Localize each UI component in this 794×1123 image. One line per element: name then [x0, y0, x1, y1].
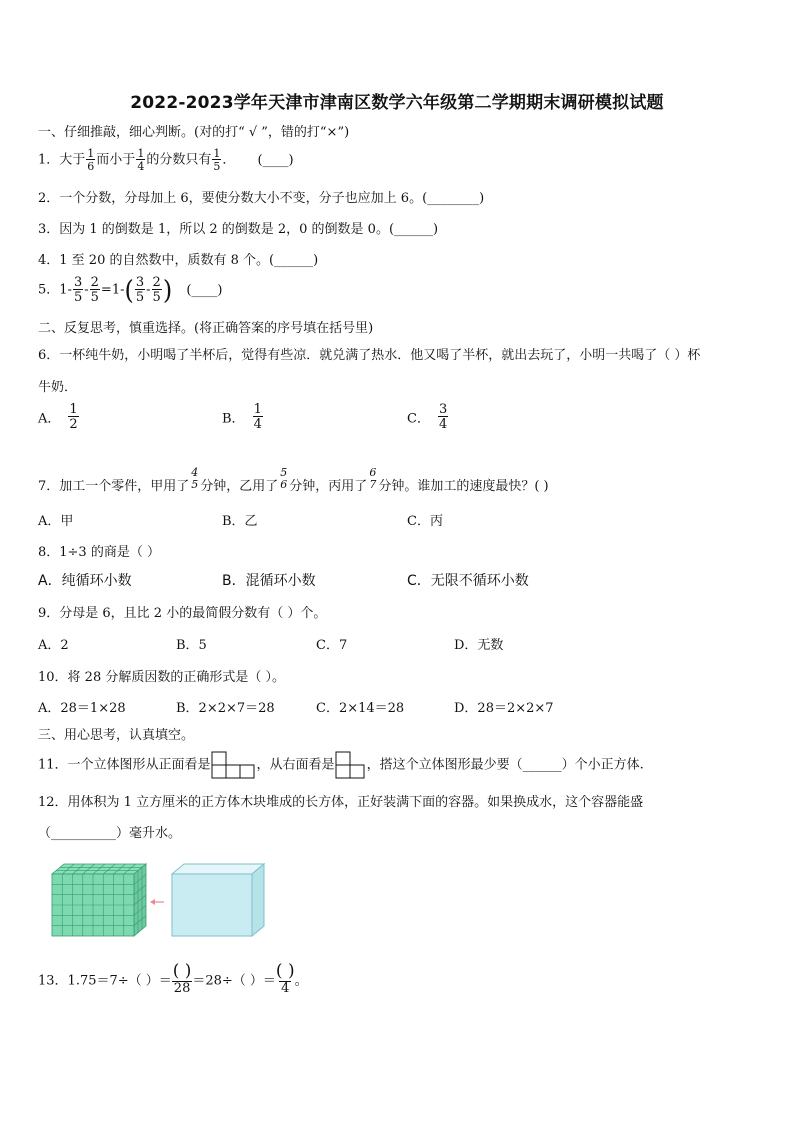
q5-left-paren: ( [124, 274, 134, 306]
question-6-line-2: 牛奶． [38, 380, 78, 395]
q10-option-c[interactable]: C．2×14＝28 [316, 701, 405, 716]
q1-fraction-3: $\frac{1}{5}$ [213, 147, 221, 173]
question-12-line-2: （__________）毫升水。 [38, 826, 182, 841]
q5-fraction-4: $\frac{2}{5}$ [152, 275, 161, 305]
cube-block-icon [52, 864, 146, 936]
q5-fraction-3: $\frac{3}{5}$ [135, 275, 145, 305]
question-13: 13．1.75＝7÷（ ）＝ $\frac{( )}{28}$ ＝28÷（ ）＝ $\frac{( )}{4}$ 。 [38, 961, 308, 996]
q7-option-b[interactable]: B．乙 [222, 514, 258, 529]
cuboid-and-container-figure [48, 860, 268, 940]
q1-fraction-2: $\frac{1}{4}$ [137, 147, 145, 173]
q1-text-d: ． [222, 152, 236, 168]
q1-number: 1． [38, 152, 60, 168]
q1-answer-blank[interactable]: (____) [257, 152, 294, 168]
q1-fraction-1: $\frac{1}{6}$ [87, 147, 95, 173]
q5-right-paren: ) [162, 274, 173, 306]
q5-fraction-2: $\frac{2}{5}$ [90, 275, 99, 305]
q7-fraction-2: 5 6 [280, 466, 288, 491]
question-9: 9．分母是 6，且比 2 小的最简假分数有（ ）个。 [38, 606, 327, 621]
section-1-heading: 一、仔细推敲，细心判断。(对的打“ √ ”，错的打“×”) [38, 125, 350, 140]
q7-fraction-3: 6 7 [369, 466, 377, 491]
q6-option-a[interactable]: A． $\frac{1}{2}$ [38, 402, 78, 432]
q9-option-a[interactable]: A．2 [38, 638, 69, 653]
q5-fraction-1: $\frac{3}{5}$ [73, 275, 83, 305]
right-view-shape [335, 751, 367, 779]
q1-text-a: 大于 [59, 152, 86, 168]
q6-option-c[interactable]: C． $\frac{3}{4}$ [407, 402, 448, 432]
q1-text-b: 而小于 [96, 152, 136, 168]
question-11: 11．一个立体图形从正面看是 ，从右面看是 ，搭这个立体图形最少要（______）个小正方体. [38, 751, 644, 779]
question-5: 5．1- $\frac{3}{5}$ - $\frac{2}{5}$ =1-( $\frac{3}{5}$ - $\frac{2}{5}$ ) (____) [38, 274, 223, 306]
q9-option-b[interactable]: B．5 [176, 638, 207, 653]
q1-text-c: 的分数只有 [146, 152, 212, 168]
question-10: 10．将 28 分解质因数的正确形式是（ ）。 [38, 670, 285, 685]
q8-option-a[interactable]: A．纯循环小数 [38, 573, 132, 589]
q10-option-b[interactable]: B．2×2×7＝28 [176, 701, 275, 716]
container-icon [172, 864, 264, 936]
section-2-heading: 二、反复思考，慎重选择。(将正确答案的序号填在括号里) [38, 321, 374, 336]
q5-number: 5． [38, 282, 60, 298]
q8-option-b[interactable]: B．混循环小数 [222, 573, 316, 589]
question-2: 2．一个分数，分母加上 6，要使分数大小不变，分子也应加上 6。(________) [38, 191, 485, 206]
q13-fraction-1[interactable]: $\frac{( )}{28}$ [172, 961, 192, 996]
front-view-shape [211, 751, 257, 779]
q7-option-a[interactable]: A．甲 [38, 514, 74, 529]
section-3-heading: 三、用心思考，认真填空。 [38, 728, 195, 743]
page-title: 2022-2023学年天津市津南区数学六年级第二学期期末调研模拟试题 [130, 93, 664, 113]
q6-option-b[interactable]: B． $\frac{1}{4}$ [222, 402, 262, 432]
q5-answer-blank[interactable]: (____) [186, 282, 223, 298]
q10-option-a[interactable]: A．28＝1×28 [38, 701, 126, 716]
q9-option-c[interactable]: C．7 [316, 638, 348, 653]
question-1 [38, 148, 294, 172]
q5-text-a: 1- [59, 282, 72, 298]
q13-fraction-2[interactable]: $\frac{( )}{4}$ [275, 961, 295, 996]
question-7: 7．加工一个零件，甲用了 4 5 分钟，乙用了 5 6 分钟，丙用了 6 7 分钟。谁加工的速度最快？( ) [38, 466, 549, 494]
q10-option-d[interactable]: D．28＝2×2×7 [454, 701, 554, 716]
arrow-icon [150, 899, 164, 905]
q8-option-c[interactable]: C．无限不循环小数 [407, 573, 529, 589]
question-3: 3．因为 1 的倒数是 1，所以 2 的倒数是 2，0 的倒数是 0。(______) [38, 222, 439, 237]
question-6-line-1: 6．一杯纯牛奶，小明喝了半杯后，觉得有些凉．就兑满了热水．他又喝了半杯，就出去玩了，小明一共喝了（ ）杯 [38, 348, 701, 363]
question-8: 8．1÷3 的商是（ ） [38, 545, 160, 560]
question-4: 4．1 至 20 的自然数中，质数有 8 个。(______) [38, 253, 319, 268]
q9-option-d[interactable]: D．无数 [454, 638, 504, 653]
q7-option-c[interactable]: C．丙 [407, 514, 443, 529]
q7-fraction-1: 4 5 [191, 466, 199, 491]
question-12-line-1: 12．用体积为 1 立方厘米的正方体木块堆成的长方体，正好装满下面的容器。如果换成水，这个容器能盛 [38, 795, 644, 810]
